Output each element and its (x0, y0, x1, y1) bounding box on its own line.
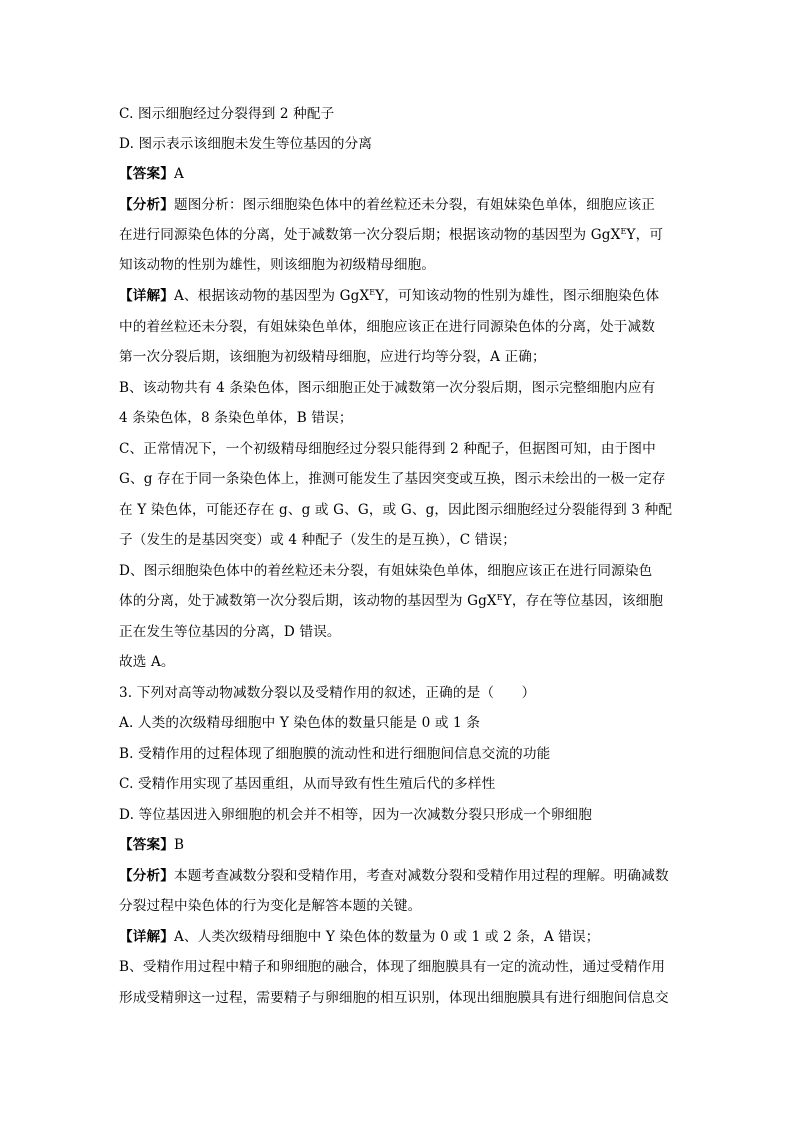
analysis-line-q3: 【分析】本题考查减数分裂和受精作用，考查对减数分裂和受精作用过程的理解。明确减数 (119, 868, 669, 884)
analysis-tag: 【分析】 (119, 197, 174, 213)
explanation-line-q3-3: 形成受精卵这一过程，需要精子与卵细胞的相互识别，体现出细胞膜具有进行细胞间信息交 (119, 990, 669, 1006)
explanation-line-3: 第一次分裂后期，该细胞为初级精母细胞，应进行均等分裂，A 正确； (119, 349, 546, 365)
explanation-line-5: 4 条染色体，8 条染色单体，B 错误； (119, 410, 353, 426)
analysis-line-q3-2: 分裂过程中染色体的行为变化是解答本题的关键。 (119, 898, 422, 914)
question-3-option-c: C. 受精作用实现了基因重组，从而导致有性生殖后代的多样性 (119, 776, 496, 792)
answer-line (119, 165, 679, 183)
explanation-line-7: G、g 存在于同一条染色体上，推测可能发生了基因突变或互换，图示未绘出的一极一定存 (119, 471, 666, 487)
answer-line-2: 【答案】B (119, 837, 185, 853)
explanation-line-10: D、图示细胞染色体中的着丝粒还未分裂，有姐妹染色单体，细胞应该正在进行同源染色 (119, 563, 653, 579)
choose-line: 故选 A。 (119, 654, 175, 670)
option-d-line: D. 图示表示该细胞未发生等位基因的分离 (119, 136, 373, 152)
analysis-line (119, 196, 679, 214)
explanation-line: 【详解】A、根据该动物的基因型为 GgX$^E$Y，可知该动物的性别为雄性，图示细胞染色体 (119, 288, 660, 304)
answer-tag: 【答案】 (119, 166, 174, 182)
analysis-line-2: 在进行同源染色体的分离，处于减数第一次分裂后期；根据该动物的基因型为 GgX$^E$Y，可 (119, 227, 664, 243)
answer-text: A (173, 166, 184, 182)
explanation-line-6: C、正常情况下，一个初级精母细胞经过分裂只能得到 2 种配子，但据图可知，由于图中 (119, 441, 656, 457)
question-3-stem: 3. 下列对高等动物减数分裂以及受精作用的叙述，正确的是（ ） (119, 685, 536, 701)
explanation-line-12: 正在发生等位基因的分离，D 错误。 (119, 624, 341, 640)
question-3-option-d: D. 等位基因进入卵细胞的机会并不相等，因为一次减数分裂只形成一个卵细胞 (119, 807, 593, 823)
explanation-line-q3: 【详解】A、人类次级精母细胞中 Y 染色体的数量为 0 或 1 或 2 条，A 错误； (119, 929, 600, 945)
option-c-line: C. 图示细胞经过分裂得到 2 种配子 (119, 106, 335, 122)
question-3-option-a: A. 人类的次级精母细胞中 Y 染色体的数量只能是 0 或 1 条 (119, 715, 481, 731)
explanation-line-9: 子（发生的是基因突变）或 4 种配子（发生的是互换），C 错误； (119, 532, 517, 548)
explanation-line-11: 体的分离，处于减数第一次分裂后期，该动物的基因型为 GgX$^E$Y，存在等位基因，该细胞 (119, 593, 664, 609)
explanation-line-2: 中的着丝粒还未分裂，有姐妹染色单体，细胞应该正在进行同源染色体的分离，处于减数 (119, 319, 656, 335)
question-3-option-b: B. 受精作用的过程体现了细胞膜的流动性和进行细胞间信息交流的功能 (119, 746, 551, 762)
explanation-tag: 【详解】 (119, 288, 174, 304)
explanation-line-8: 在 Y 染色体，可能还存在 g、g 或 G、G，或 G、g，因此图示细胞经过分裂能得到 3 种配 (119, 502, 673, 518)
explanation-line-q3-2: B、受精作用过程中精子和卵细胞的融合，体现了细胞膜具有一定的流动性，通过受精作用 (119, 959, 666, 975)
analysis-text: 题图分析：图示细胞染色体中的着丝粒还未分裂，有姐妹染色单体，细胞应该正 (173, 197, 656, 213)
explanation-line-4: B、该动物共有 4 条染色体，图示细胞正处于减数第一次分裂后期，图示完整细胞内应有 (119, 380, 656, 396)
analysis-line-3: 知该动物的性别为雄性，则该细胞为初级精母细胞。 (119, 257, 436, 273)
